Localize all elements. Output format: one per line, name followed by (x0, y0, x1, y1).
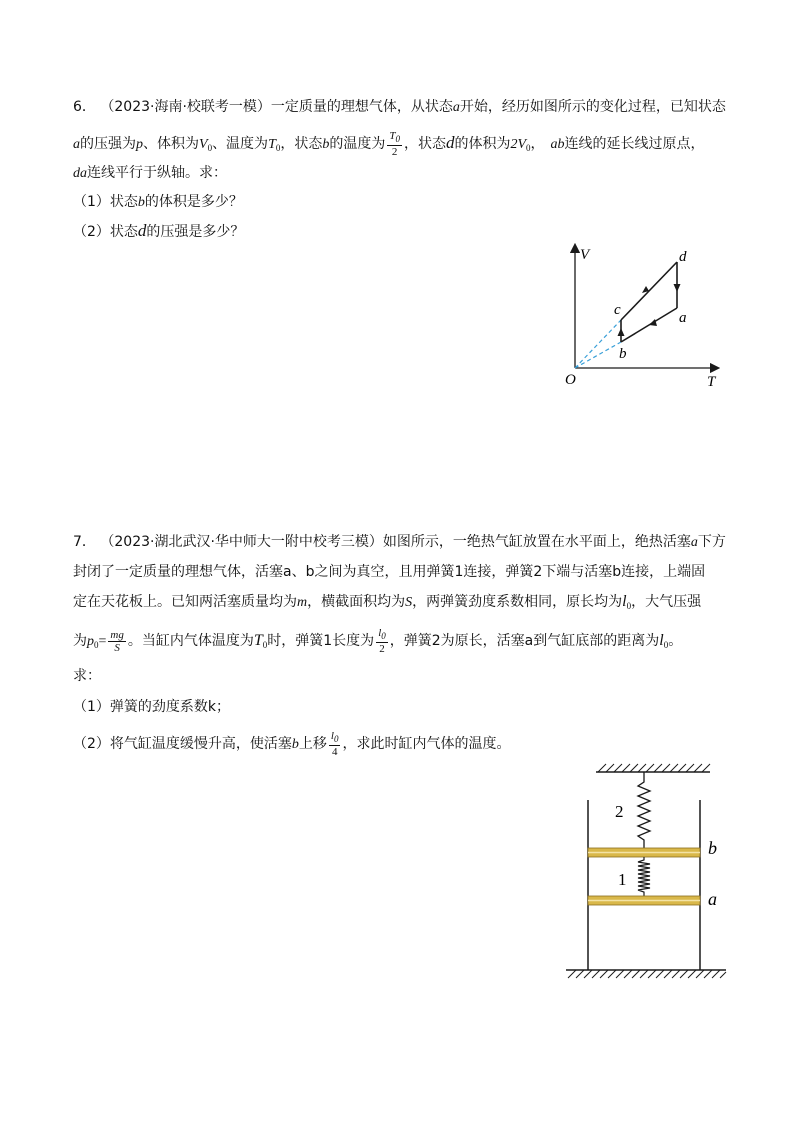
dash-ob (575, 342, 621, 368)
q7-text: ，两弹簧劲度系数相同，原长均为 (412, 594, 623, 610)
q6-text: 的压强为 (80, 136, 136, 152)
q7-text: ，大气压强 (631, 594, 702, 610)
q6-text: 的温度为 (329, 136, 386, 152)
q6-sub1-suffix: 的体积是多少？ (144, 194, 243, 210)
q7-number: 7． (73, 534, 96, 550)
q7-line2: 封闭了一定质量的理想气体，活塞a、b之间为真空，且用弹簧1连接，弹簧2下端与活塞b连接，上端固 (73, 564, 706, 580)
q7-sub: 0 (262, 640, 268, 650)
label-piston-b: b (708, 838, 717, 858)
q6-text: 一定质量的理想气体，从状态 (270, 99, 453, 115)
frac-den: 4 (331, 746, 338, 758)
q7-text: 下方 (697, 534, 726, 550)
q6-line2 (73, 130, 705, 158)
q6-text: 连线平行于纵轴。求： (87, 165, 227, 181)
q7-text: ，求此时缸内气体的温度。 (342, 736, 511, 752)
frac-den: S (114, 641, 120, 654)
frac-num: l (330, 730, 334, 742)
q7-line1 (73, 532, 726, 553)
q7-text: ，弹簧2为原长，活塞a到气缸底部的距离为 (389, 633, 660, 649)
q7-cylinder-figure (560, 760, 740, 990)
arrow-bc (618, 328, 625, 336)
q6-sub: 0 (207, 143, 213, 153)
q7-line3 (73, 592, 701, 616)
q7-var-l0: l (659, 632, 664, 649)
q6-text: ，状态 (403, 136, 446, 152)
q6-var-a: a (452, 100, 460, 115)
q7-text: 时，弹簧1长度为 (267, 633, 375, 649)
q6-sub: 0 (526, 143, 531, 153)
q7-var-S: S (405, 595, 413, 610)
arrow-da (674, 284, 681, 292)
q7-source: （2023·湖北武汉·华中师大一附中校考三模） (100, 534, 383, 550)
q7-text: 上移 (298, 736, 327, 752)
q7-var-m: m (297, 595, 308, 610)
q6-sub1 (73, 192, 243, 213)
q7-text: 。当缸内气体温度为 (127, 633, 254, 649)
q7-text: 如图所示，一绝热气缸放置在水平面上，绝热活塞 (382, 534, 691, 550)
q7-frac-l0-4 (329, 730, 341, 758)
label-d: d (679, 249, 687, 265)
q7-line4 (73, 627, 682, 655)
q7-var-a: a (690, 535, 698, 550)
q6-var-p: p (136, 137, 143, 152)
ground-hatch (568, 970, 726, 978)
q6-line1 (73, 97, 726, 118)
q6-text: 、体积为 (143, 136, 199, 152)
q6-text: 、温度为 (212, 136, 269, 152)
q6-sub2-prefix: （2）状态 (73, 224, 138, 240)
label-spring-2: 2 (615, 802, 624, 821)
q6-line3 (73, 163, 227, 184)
q6-sub2 (73, 221, 244, 242)
axis-t-label: T (707, 374, 716, 390)
q7-sub1: （1）弹簧的劲度系数k； (73, 699, 231, 715)
frac-sub: 0 (395, 134, 400, 144)
q6-var-b: b (322, 137, 330, 152)
q6-var-b: b (137, 195, 145, 210)
q6-source: （2023·海南·校联考一模） (100, 99, 271, 115)
axis-v-label: V (580, 247, 590, 263)
frac-den: 2 (379, 643, 385, 655)
spring-2 (638, 772, 650, 848)
q6-var-T0: T (268, 137, 276, 152)
q6-var-ab: ab (550, 137, 565, 152)
q6-sub1-prefix: （1）状态 (73, 194, 138, 210)
q6-text: ， (530, 136, 545, 152)
q7-var-b: b (291, 737, 299, 752)
label-a: a (679, 310, 687, 326)
q7-sub: 0 (94, 640, 99, 650)
q7-line5: 求： (73, 668, 101, 684)
q6-var-a: a (73, 137, 80, 152)
frac-sub: 0 (333, 734, 339, 744)
ceiling-hatch (598, 764, 710, 772)
frac-num: mg (110, 628, 124, 641)
q6-sub2-suffix: 的压强是多少？ (146, 224, 245, 240)
q7-text: （2）将气缸温度缓慢升高，使活塞 (73, 736, 292, 752)
q7-frac-mg-S (108, 629, 125, 654)
label-b: b (619, 346, 627, 362)
q6-text: 开始，经历如图所示的变化过程，已知状态 (459, 99, 726, 115)
spring-1 (638, 857, 650, 896)
q7-var-T0: T (253, 632, 263, 649)
q6-text: 连线的延长线过原点， (564, 136, 705, 152)
q7-text: 。 (668, 633, 683, 649)
q6-var-2V0: 2V (510, 137, 527, 152)
q6-vt-graph (555, 240, 730, 390)
q6-frac-T0-2 (387, 130, 402, 158)
q6-var-d: d (445, 133, 455, 152)
q7-sub: 0 (663, 640, 669, 650)
q6-var-d: d (137, 221, 147, 240)
frac-num: l (378, 627, 382, 639)
q7-text: 定在天花板上。已知两活塞质量均为 (73, 594, 297, 610)
label-spring-1: 1 (618, 870, 627, 889)
q7-text: 为 (73, 633, 87, 649)
label-piston-a: a (708, 889, 717, 909)
q6-number: 6． (73, 99, 96, 115)
q7-text: ，横截面积均为 (307, 594, 406, 610)
q6-text: 的体积为 (454, 136, 511, 152)
q7-eq: = (98, 634, 107, 649)
q7-var-p0: p (87, 634, 94, 649)
frac-num: T (389, 130, 396, 142)
label-c: c (614, 302, 621, 318)
q7-sub2 (73, 730, 510, 758)
q7-sub: 0 (626, 601, 632, 611)
q6-text: ，状态 (280, 136, 323, 152)
q7-frac-l0-2 (376, 627, 388, 655)
dash-oc (575, 320, 621, 368)
frac-sub: 0 (381, 631, 386, 641)
frac-den: 2 (391, 146, 398, 158)
q6-var-da: da (73, 166, 87, 181)
q6-sub: 0 (275, 143, 281, 153)
origin-label: O (565, 372, 576, 388)
q6-var-V0: V (199, 137, 208, 152)
q7-var-l0: l (622, 593, 627, 610)
